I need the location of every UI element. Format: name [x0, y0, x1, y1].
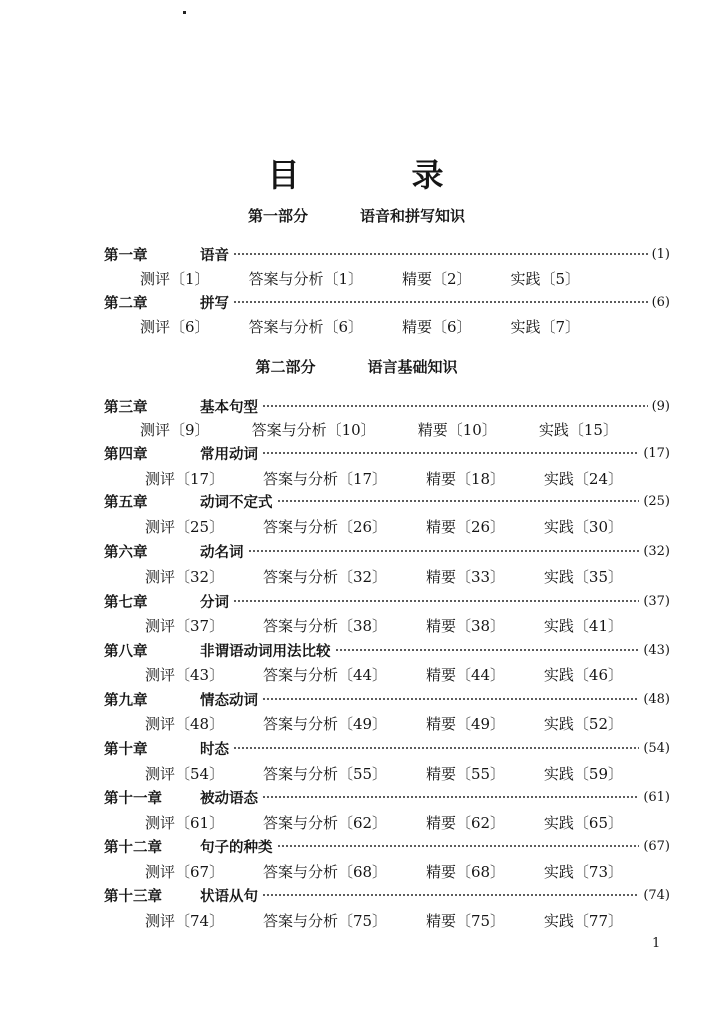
toc-sub-row — [140, 267, 580, 289]
sub-item-practice[interactable]: 实践〔65〕 — [543, 813, 623, 832]
sub-item-essentials[interactable]: 精要〔26〕 — [425, 517, 506, 536]
sub-item-test[interactable]: 测评〔37〕 — [145, 616, 225, 635]
part-name: 语音和拼写知识 — [360, 207, 466, 225]
toc-chapter-row[interactable] — [104, 591, 670, 611]
toc-chapter-row[interactable] — [104, 541, 670, 561]
toc-chapter-row[interactable] — [104, 292, 670, 312]
sub-item-test[interactable]: 测评〔25〕 — [145, 517, 225, 536]
sub-item-answers[interactable]: 答案与分析〔75〕 — [262, 911, 388, 930]
part-heading-2 — [0, 356, 713, 377]
sub-item-answers[interactable]: 答案与分析〔55〕 — [262, 764, 388, 783]
chapter-page-number: (1) — [651, 246, 670, 262]
toc-sub-row — [145, 860, 623, 882]
chapter-title: 状语从句 — [200, 887, 258, 905]
sub-item-essentials[interactable]: 精要〔2〕 — [401, 269, 472, 288]
sub-item-test[interactable]: 测评〔1〕 — [140, 269, 210, 288]
dot-leader — [262, 698, 639, 700]
chapter-title: 时态 — [200, 740, 229, 758]
sub-item-test[interactable]: 测评〔74〕 — [145, 911, 225, 930]
toc-chapter-row[interactable] — [104, 491, 670, 511]
toc-chapter-row[interactable] — [104, 244, 670, 264]
dot-leader — [277, 500, 640, 502]
part-label: 第二部分 — [255, 358, 316, 376]
sub-item-essentials[interactable]: 精要〔62〕 — [425, 813, 506, 832]
toc-chapter-row[interactable] — [104, 689, 670, 709]
sub-item-answers[interactable]: 答案与分析〔17〕 — [262, 469, 388, 488]
toc-sub-row — [145, 712, 623, 734]
chapter-title: 拼写 — [200, 294, 229, 312]
sub-item-essentials[interactable]: 精要〔18〕 — [425, 469, 506, 488]
dot-leader — [248, 550, 640, 552]
toc-sub-row — [145, 663, 623, 685]
toc-sub-row — [145, 565, 623, 587]
sub-item-answers[interactable]: 答案与分析〔1〕 — [248, 269, 364, 288]
chapter-page-number: (43) — [643, 642, 670, 658]
chapter-number: 第四章 — [104, 445, 148, 463]
scan-speck — [183, 11, 186, 14]
chapter-page-number: (6) — [651, 294, 670, 310]
chapter-page-number: (54) — [643, 740, 670, 756]
toc-chapter-row[interactable] — [104, 640, 670, 660]
sub-item-essentials[interactable]: 精要〔38〕 — [425, 616, 506, 635]
sub-item-practice[interactable]: 实践〔41〕 — [543, 616, 623, 635]
dot-leader — [233, 301, 648, 303]
sub-item-answers[interactable]: 答案与分析〔26〕 — [262, 517, 388, 536]
part-name: 语言基础知识 — [367, 358, 458, 376]
title-char-1: 目 — [267, 156, 302, 194]
sub-item-answers[interactable]: 答案与分析〔38〕 — [262, 616, 388, 635]
dot-leader — [262, 894, 639, 896]
sub-item-test[interactable]: 测评〔6〕 — [140, 317, 210, 336]
sub-item-essentials[interactable]: 精要〔75〕 — [425, 911, 506, 930]
chapter-number: 第二章 — [104, 294, 148, 312]
chapter-title: 情态动词 — [200, 691, 258, 709]
chapter-number: 第五章 — [104, 493, 148, 511]
toc-sub-row — [145, 614, 623, 636]
chapter-number: 第六章 — [104, 543, 148, 561]
sub-item-practice[interactable]: 实践〔77〕 — [543, 911, 623, 930]
chapter-number: 第七章 — [104, 593, 148, 611]
chapter-page-number: (25) — [643, 493, 670, 509]
dot-leader — [233, 600, 639, 602]
chapter-number: 第十二章 — [104, 838, 162, 856]
sub-item-test[interactable]: 测评〔32〕 — [145, 567, 225, 586]
chapter-title: 动词不定式 — [200, 493, 273, 511]
chapter-page-number: (61) — [643, 789, 670, 805]
sub-item-practice[interactable]: 实践〔73〕 — [543, 862, 623, 881]
sub-item-test[interactable]: 测评〔61〕 — [145, 813, 225, 832]
toc-chapter-row[interactable] — [104, 443, 670, 463]
chapter-title: 被动语态 — [200, 789, 258, 807]
chapter-page-number: (9) — [651, 398, 670, 414]
chapter-number: 第十章 — [104, 740, 148, 758]
toc-sub-row — [145, 762, 623, 784]
chapter-page-number: (67) — [643, 838, 670, 854]
dot-leader — [262, 452, 639, 454]
chapter-page-number: (48) — [643, 691, 670, 707]
sub-item-practice[interactable]: 实践〔59〕 — [543, 764, 623, 783]
sub-item-practice[interactable]: 实践〔52〕 — [543, 714, 623, 733]
chapter-title: 分词 — [200, 593, 229, 611]
chapter-title: 句子的种类 — [200, 838, 273, 856]
chapter-page-number: (74) — [643, 887, 670, 903]
toc-chapter-row[interactable] — [104, 836, 670, 856]
toc-chapter-row[interactable] — [104, 738, 670, 758]
sub-item-essentials[interactable]: 精要〔68〕 — [425, 862, 506, 881]
toc-chapter-row[interactable] — [104, 396, 670, 416]
chapter-title: 常用动词 — [200, 445, 258, 463]
sub-item-test[interactable]: 测评〔17〕 — [145, 469, 225, 488]
dot-leader — [262, 796, 639, 798]
sub-item-practice[interactable]: 实践〔5〕 — [510, 269, 580, 288]
chapter-page-number: (17) — [643, 445, 670, 461]
sub-item-test[interactable]: 测评〔67〕 — [145, 862, 225, 881]
chapter-number: 第八章 — [104, 642, 148, 660]
sub-item-essentials[interactable]: 精要〔10〕 — [417, 420, 497, 439]
toc-sub-row — [140, 418, 618, 440]
chapter-page-number: (37) — [643, 593, 670, 609]
chapter-number: 第三章 — [104, 398, 148, 416]
sub-item-essentials[interactable]: 精要〔49〕 — [425, 714, 506, 733]
sub-item-practice[interactable]: 实践〔46〕 — [543, 665, 623, 684]
part-heading-1 — [0, 205, 713, 226]
sub-item-essentials[interactable]: 精要〔55〕 — [425, 764, 506, 783]
sub-item-practice[interactable]: 实践〔15〕 — [538, 420, 618, 439]
toc-chapter-row[interactable] — [104, 787, 670, 807]
chapter-title: 基本句型 — [200, 398, 258, 416]
part-label: 第一部分 — [247, 207, 308, 225]
sub-item-answers[interactable]: 答案与分析〔68〕 — [262, 862, 388, 881]
sub-item-practice[interactable]: 实践〔35〕 — [543, 567, 623, 586]
toc-chapter-row[interactable] — [104, 885, 670, 905]
sub-item-practice[interactable]: 实践〔24〕 — [543, 469, 623, 488]
dot-leader — [277, 845, 640, 847]
sub-item-test[interactable]: 测评〔54〕 — [145, 764, 225, 783]
sub-item-test[interactable]: 测评〔9〕 — [140, 420, 210, 439]
dot-leader — [233, 747, 639, 749]
sub-item-answers[interactable]: 答案与分析〔49〕 — [262, 714, 388, 733]
toc-sub-row — [145, 909, 623, 931]
toc-sub-row — [145, 467, 623, 489]
chapter-title: 动名词 — [200, 543, 244, 561]
page-title — [0, 150, 713, 196]
chapter-number: 第十一章 — [104, 789, 162, 807]
sub-item-essentials[interactable]: 精要〔33〕 — [425, 567, 506, 586]
sub-item-practice[interactable]: 实践〔7〕 — [510, 317, 580, 336]
sub-item-test[interactable]: 测评〔43〕 — [145, 665, 225, 684]
chapter-title: 非谓语动词用法比较 — [200, 642, 331, 660]
sub-item-essentials[interactable]: 精要〔44〕 — [425, 665, 506, 684]
sub-item-answers[interactable]: 答案与分析〔32〕 — [262, 567, 388, 586]
dot-leader — [262, 405, 648, 407]
toc-sub-row — [145, 811, 623, 833]
page-number: 1 — [652, 936, 661, 951]
dot-leader — [233, 253, 648, 255]
sub-item-answers[interactable]: 答案与分析〔44〕 — [262, 665, 388, 684]
chapter-page-number: (32) — [643, 543, 670, 559]
chapter-title: 语音 — [200, 246, 229, 264]
chapter-number: 第十三章 — [104, 887, 162, 905]
chapter-number: 第九章 — [104, 691, 148, 709]
toc-sub-row — [140, 315, 580, 337]
sub-item-test[interactable]: 测评〔48〕 — [145, 714, 225, 733]
sub-item-answers[interactable]: 答案与分析〔62〕 — [262, 813, 388, 832]
sub-item-practice[interactable]: 实践〔30〕 — [543, 517, 623, 536]
title-char-2: 录 — [411, 156, 446, 194]
sub-item-answers[interactable]: 答案与分析〔10〕 — [251, 420, 376, 439]
toc-sub-row — [145, 515, 623, 537]
sub-item-essentials[interactable]: 精要〔6〕 — [401, 317, 472, 336]
sub-item-answers[interactable]: 答案与分析〔6〕 — [248, 317, 364, 336]
chapter-number: 第一章 — [104, 246, 148, 264]
dot-leader — [335, 649, 640, 651]
